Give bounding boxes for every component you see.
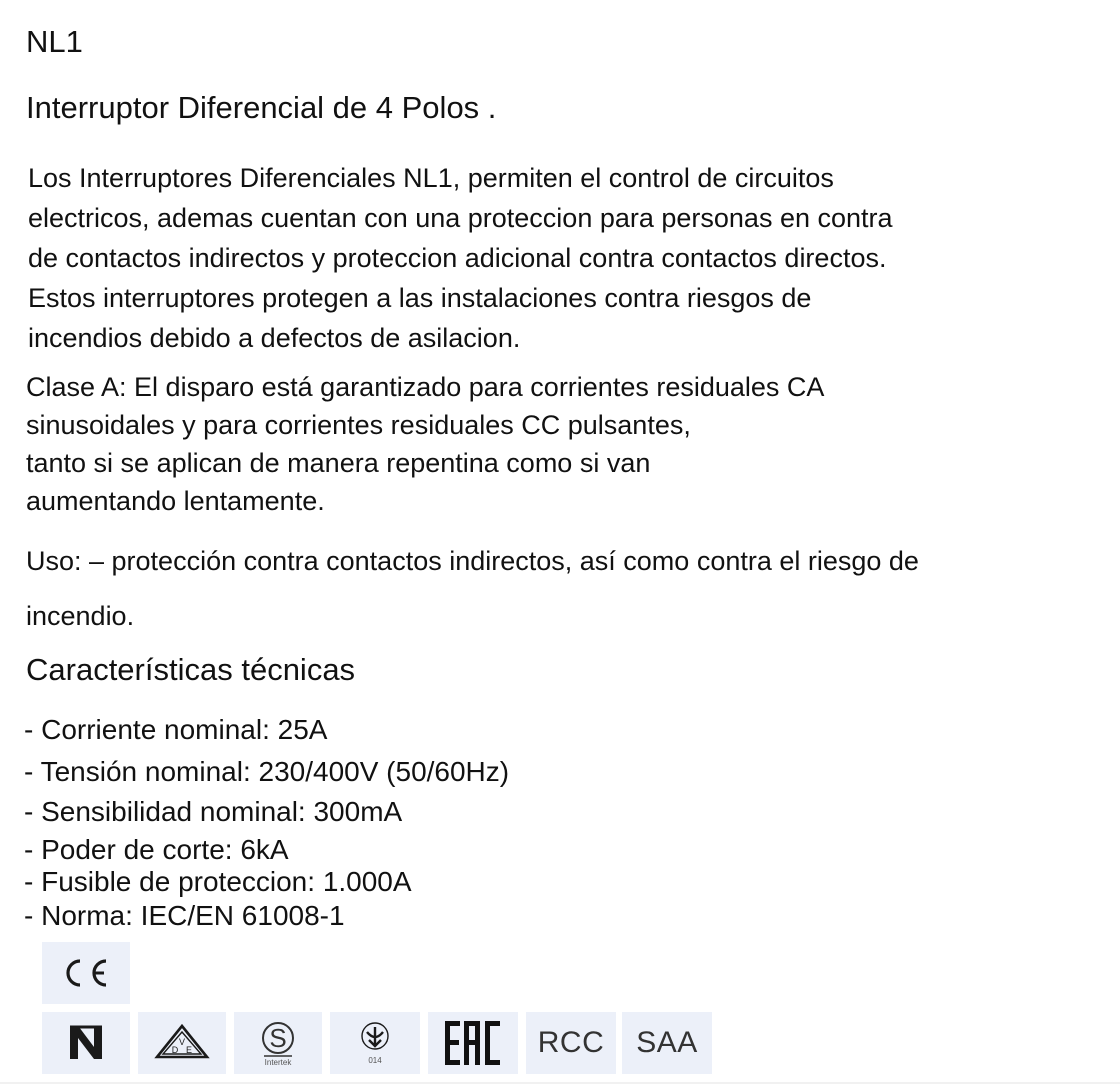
s-intertek-mark-icon	[234, 1012, 322, 1074]
spec-item: - Poder de corte: 6kA	[24, 834, 289, 865]
n-mark-icon	[42, 1012, 130, 1074]
s-mark-graphic	[258, 1020, 298, 1058]
product-model: NL1	[26, 24, 83, 59]
spec-item: - Corriente nominal: 25A	[24, 714, 328, 745]
ul-mark-icon	[330, 1012, 420, 1074]
uso-paragraph	[26, 534, 1116, 644]
description-line: Estos interruptores protegen a las instalaciones contra riesgos de	[28, 283, 812, 313]
svg-text:E: E	[185, 1045, 193, 1055]
uso-line: Uso: – protección contra contactos indirectos, así como contra el riesgo de	[26, 546, 919, 576]
clase-paragraph	[26, 368, 1096, 520]
intertek-label: Intertek	[264, 1057, 292, 1067]
eac-mark-graphic	[443, 1018, 503, 1068]
clase-line: aumentando lentamente.	[26, 486, 325, 516]
ul-number-label: 014	[368, 1055, 382, 1065]
svg-text:D: D	[171, 1045, 179, 1055]
eac-mark-icon	[428, 1012, 518, 1074]
svg-text:V: V	[178, 1037, 186, 1047]
ul-mark-graphic	[355, 1022, 395, 1056]
spec-list	[24, 710, 509, 934]
saa-label: SAA	[636, 1026, 698, 1059]
vde-mark-icon	[138, 1012, 226, 1074]
bottom-divider	[0, 1082, 1120, 1084]
description-line: de contactos indirectos y proteccion adicional contra contactos directos.	[28, 243, 887, 273]
technical-heading: Características técnicas	[26, 652, 356, 687]
s-mark-stack	[258, 1020, 298, 1067]
clase-line: Clase A: El disparo está garantizado para corrientes residuales CA	[26, 372, 825, 402]
spec-item: - Fusible de proteccion: 1.000A	[24, 866, 412, 897]
spec-item: - Norma: IEC/EN 61008-1	[24, 900, 345, 931]
saa-mark-icon	[622, 1012, 712, 1074]
spec-item: - Sensibilidad nominal: 300mA	[24, 796, 403, 827]
product-title: Interruptor Diferencial de 4 Polos .	[26, 90, 497, 125]
svg-text:S: S	[269, 1022, 287, 1053]
description-paragraph	[28, 158, 1098, 358]
clase-line: sinusoidales y para corrientes residuales CC pulsantes,	[26, 410, 691, 440]
rcc-mark-icon	[526, 1012, 616, 1074]
spec-item: - Tensión nominal: 230/400V (50/60Hz)	[24, 756, 510, 787]
vde-mark-graphic	[154, 1023, 210, 1063]
uso-line: incendio.	[26, 601, 135, 631]
ul-mark-stack	[355, 1022, 395, 1065]
ce-mark-graphic	[56, 951, 116, 995]
description-line: incendios debido a defectos de asilacion.	[28, 323, 521, 353]
clase-line: tanto si se aplican de manera repentina como si van	[26, 448, 651, 478]
description-line: electricos, ademas cuentan con una proteccion para personas en contra	[28, 203, 893, 233]
n-mark-graphic	[63, 1023, 109, 1063]
ce-mark-icon	[42, 942, 130, 1004]
rcc-label: RCC	[537, 1026, 605, 1059]
description-line: Los Interruptores Diferenciales NL1, permiten el control de circuitos	[28, 163, 834, 193]
